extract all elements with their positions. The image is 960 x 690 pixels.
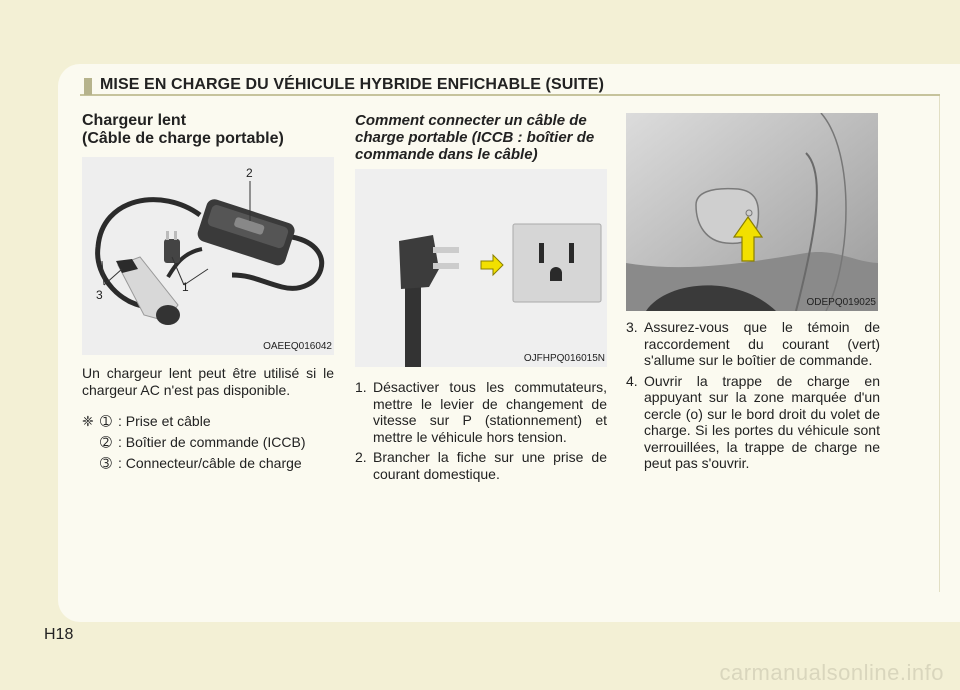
section-title-slow-charger: Chargeur lent (Câble de charge portable) — [82, 112, 284, 147]
step-item: 1. Désactiver tous les commutateurs, mettre le levier de changement de vitesse sur P (stationnement) et mettre le véhicule hors tension. — [355, 379, 607, 445]
page-header-title: MISE EN CHARGE DU VÉHICULE HYBRIDE ENFICHABLE (SUITE) — [100, 76, 604, 93]
charge-door-figure — [626, 113, 878, 311]
legend-item: ❈ ➀ : Prise et câble — [82, 413, 211, 429]
plug-outlet-figure — [355, 169, 607, 367]
step-item: 3. Assurez-vous que le témoin de raccordement du courant (vert) s'allume sur le boîtier de commande. — [626, 319, 880, 368]
component-legend — [82, 411, 334, 474]
steps-list — [355, 379, 607, 482]
figure-code: ODEPQ019025 — [806, 297, 876, 308]
legend-item: ➁ : Boîtier de commande (ICCB) — [100, 434, 306, 450]
column-slow-charger — [82, 112, 334, 474]
steps-list — [626, 319, 880, 472]
column-connect-cable — [355, 112, 607, 486]
section-title-connect: Comment connecter un câble de charge portable (ICCB : boîtier de commande dans le câble) — [355, 112, 595, 163]
column-charge-door — [626, 113, 880, 476]
step-item: 4. Ouvrir la trappe de charge en appuyant sur la zone marquée d'un cercle (o) sur le bord droit du volet de charge. Si les portes du véhicule sont verrouillées, la trappe de charge ne peut pas s'ouvrir. — [626, 372, 880, 471]
figure-code: OJFHPQ016015N — [523, 353, 605, 364]
portable-charger-illustration — [82, 157, 334, 355]
callout-3: 3 — [96, 288, 103, 302]
page-number: H18 — [44, 626, 74, 643]
portable-charger-figure — [82, 157, 334, 355]
watermark: carmanualsonline.info — [719, 660, 944, 685]
callout-2: 2 — [246, 166, 253, 180]
step-item: 2. Brancher la fiche sur une prise de courant domestique. — [355, 449, 607, 482]
figure-code: OAEEQ016042 — [263, 341, 332, 352]
legend-item: ➂ : Connecteur/câble de charge — [100, 455, 302, 471]
intro-paragraph: Un chargeur lent peut être utilisé si le chargeur AC n'est pas disponible. — [82, 365, 334, 398]
callout-1: 1 — [182, 280, 189, 294]
plug-outlet-illustration — [355, 169, 607, 367]
header-accent — [84, 78, 92, 95]
charge-door-illustration — [626, 113, 878, 311]
